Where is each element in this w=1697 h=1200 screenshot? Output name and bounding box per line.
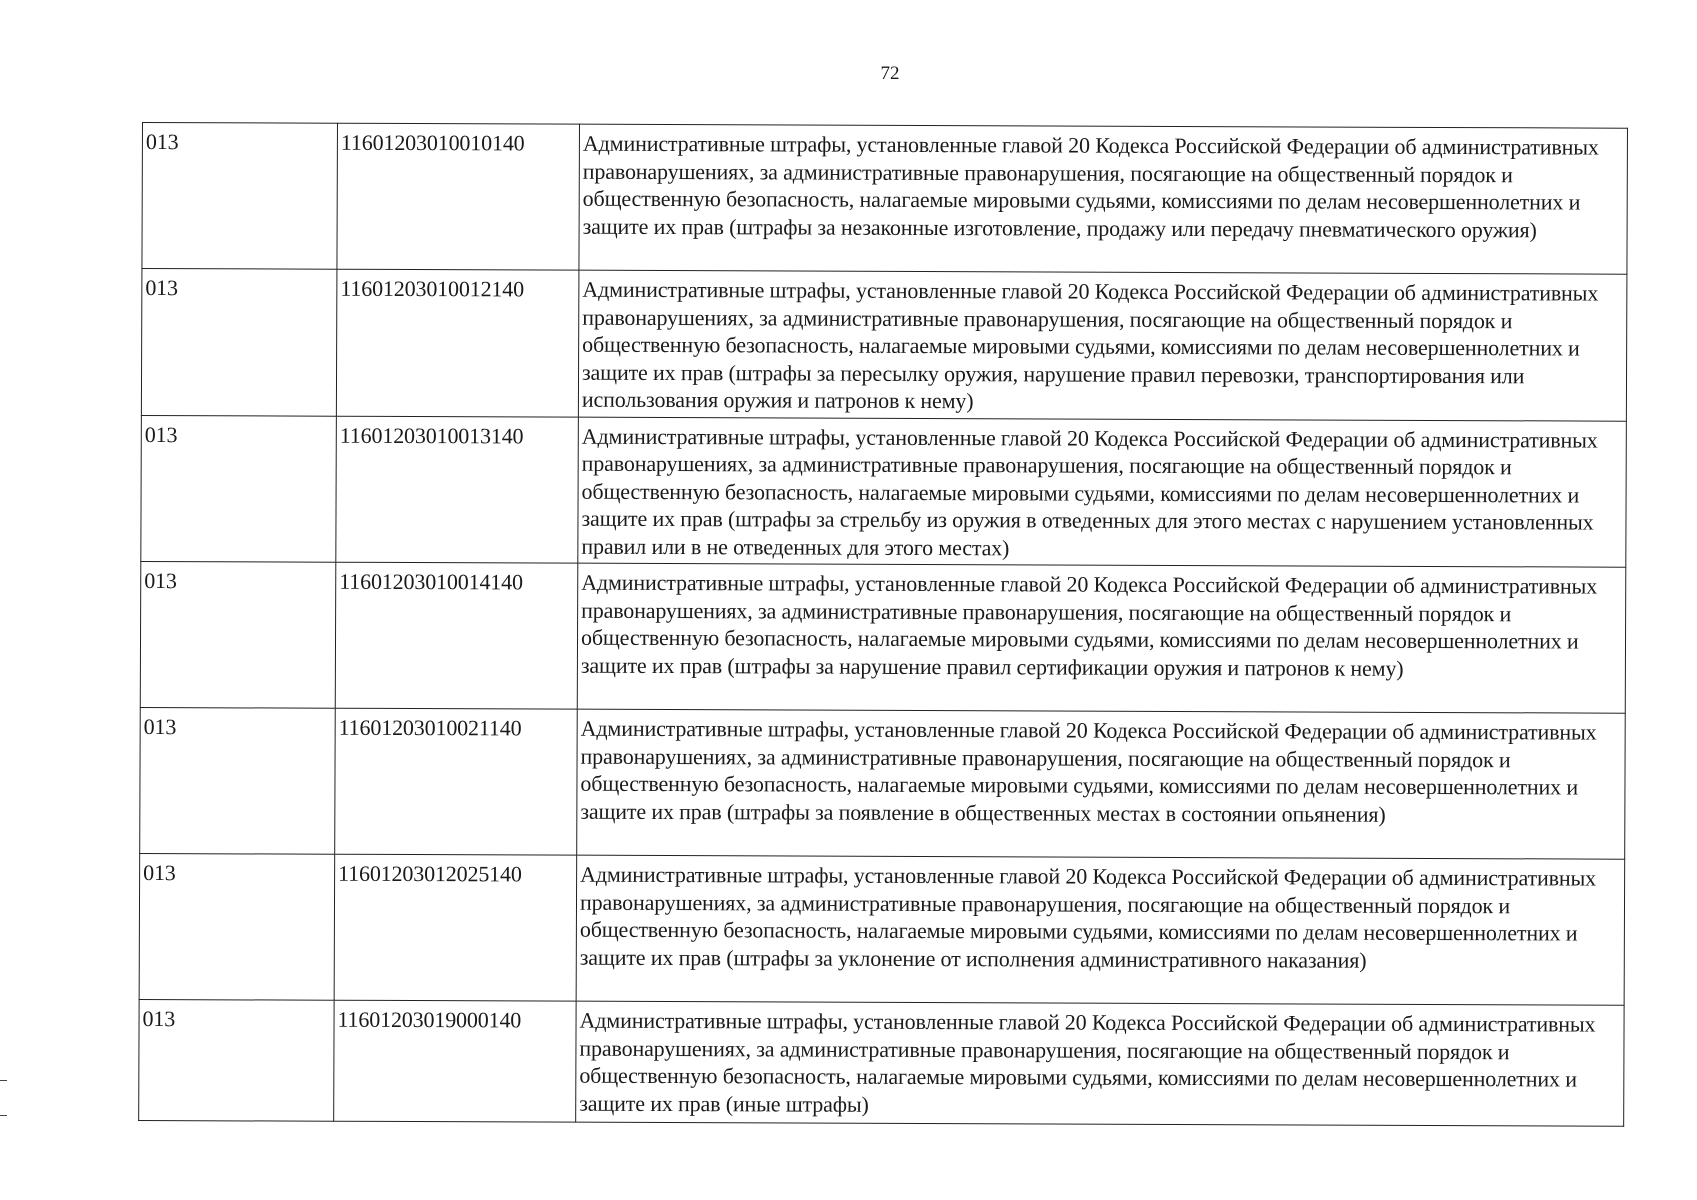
- table-row: [140, 707, 1626, 859]
- description-cell: Административные штрафы, установленные главой 20 Кодекса Российской Федерации об административных правонарушениях, за административные правонарушения, посягающие на общественный порядок и общественную безопасность, налагаемые мировыми судьями, комиссиями по делам несовершеннолетних и защите их прав (штрафы за нарушение правил сертификации оружия и патронов к нему): [577, 563, 1626, 713]
- kbk-code-cell: 11601203012025140: [334, 854, 577, 1001]
- table-row: [142, 123, 1628, 275]
- table-row: [139, 853, 1625, 1005]
- kbk-code-cell: 11601203010013140: [336, 416, 579, 563]
- kbk-code-cell: 11601203010012140: [336, 269, 579, 416]
- description-cell: Административные штрафы, установленные главой 20 Кодекса Российской Федерации об административных правонарушениях, за административные правонарушения, посягающие на общественный порядок и общественную безопасность, налагаемые мировыми судьями, комиссиями по делам несовершеннолетних и защите их прав (штрафы за появление в общественных местах в состоянии опьянения): [577, 709, 1626, 859]
- description-cell: Административные штрафы, установленные главой 20 Кодекса Российской Федерации об административных правонарушениях, за административные правонарушения, посягающие на общественный порядок и общественную безопасность, налагаемые мировыми судьями, комиссиями по делам несовершеннолетних и защите их прав (штрафы за стрельбу из оружия в отведенных для этого местах с нарушением установленных правил или в не отведенных для этого местах): [578, 417, 1627, 568]
- kbk-code-cell: 11601203010021140: [335, 708, 578, 855]
- admin-code-cell: 013: [140, 707, 336, 854]
- scan-edge-mark: [0, 1080, 7, 1081]
- table-row: [139, 999, 1624, 1126]
- admin-code-cell: 013: [142, 123, 338, 270]
- fines-table: [138, 122, 1628, 1127]
- kbk-code-cell: 11601203019000140: [334, 1000, 576, 1122]
- table-row: [141, 415, 1627, 567]
- description-cell: Административные штрафы, установленные главой 20 Кодекса Российской Федерации об административных правонарушениях, за административные правонарушения, посягающие на общественный порядок и общественную безопасность, налагаемые мировыми судьями, комиссиями по делам несовершеннолетних и защите их прав (иные штрафы): [576, 1001, 1624, 1126]
- admin-code-cell: 013: [141, 415, 337, 562]
- kbk-code-cell: 11601203010010140: [337, 123, 580, 270]
- scan-edge-mark: [0, 1115, 7, 1116]
- description-cell: Административные штрафы, установленные главой 20 Кодекса Российской Федерации об административных правонарушениях, за административные правонарушения, посягающие на общественный порядок и общественную безопасность, налагаемые мировыми судьями, комиссиями по делам несовершеннолетних и защите их прав (штрафы за пересылку оружия, нарушение правил перевозки, транспортирования или использования оружия и патронов к нему): [578, 270, 1627, 421]
- table-row: [141, 269, 1627, 421]
- admin-code-cell: 013: [140, 561, 336, 708]
- description-cell: Административные штрафы, установленные главой 20 Кодекса Российской Федерации об административных правонарушениях, за административные правонарушения, посягающие на общественный порядок и общественную безопасность, налагаемые мировыми судьями, комиссиями по делам несовершеннолетних и защите их прав (штрафы за незаконные изготовление, продажу или передачу пневматического оружия): [579, 124, 1628, 274]
- kbk-code-cell: 11601203010014140: [335, 562, 578, 709]
- admin-code-cell: 013: [141, 269, 337, 416]
- page-number: 72: [880, 63, 900, 84]
- admin-code-cell: 013: [139, 853, 335, 1000]
- description-cell: Административные штрафы, установленные главой 20 Кодекса Российской Федерации об административных правонарушениях, за административные правонарушения, посягающие на общественный порядок и общественную безопасность, налагаемые мировыми судьями, комиссиями по делам несовершеннолетних и защите их прав (штрафы за уклонение от исполнения административного наказания): [576, 855, 1625, 1005]
- table-row: [140, 561, 1626, 713]
- admin-code-cell: 013: [139, 999, 334, 1121]
